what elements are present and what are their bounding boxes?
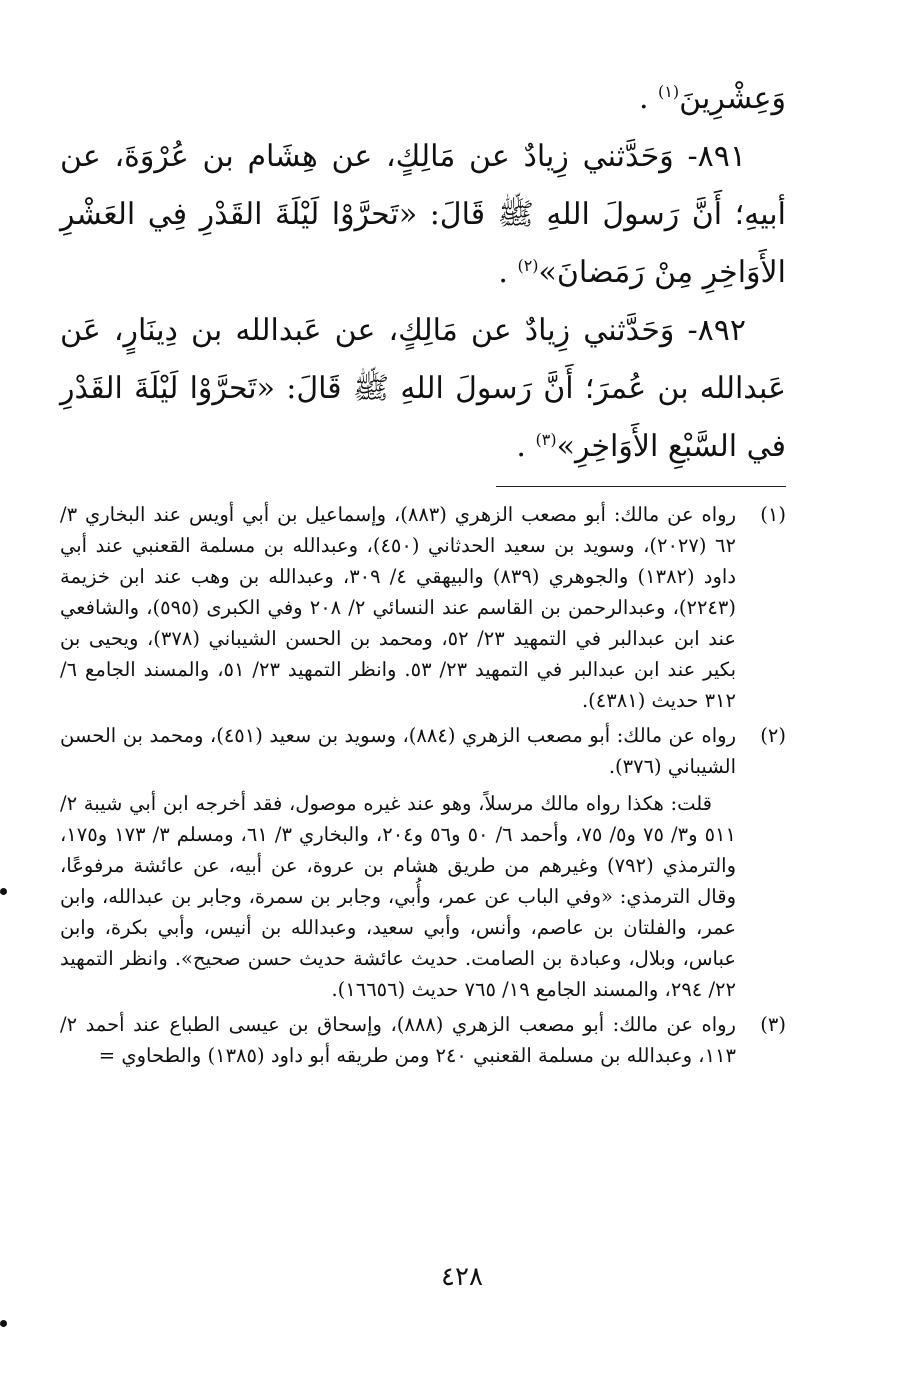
hadith-891-number: ٨٩١- xyxy=(673,139,746,174)
footnote-ref-2: (٢) xyxy=(517,256,539,275)
hadith-891-end: . xyxy=(498,255,518,290)
footnote-3 xyxy=(60,1009,786,1071)
scan-speck xyxy=(0,888,7,895)
footnote-2-text: رواه عن مالك: أبو مصعب الزهري (٨٨٤)، وسويد بن سعيد (٤٥١)، ومحمد بن الحسن الشيباني (٣٧٦). xyxy=(60,724,736,778)
book-page xyxy=(60,70,786,1340)
footnote-1 xyxy=(60,499,786,716)
continued-paragraph xyxy=(60,70,786,128)
hadith-891-text: وَحَدَّثني زِيادٌ عن مَالِكٍ، عن هِشَام بن عُرْوَةَ، عن أبيهِ؛ أَنَّ رَسولَ اللهِ ﷺ قَالَ: «تَحرَّوْا لَيْلَةَ القَدْرِ فِي العَشْرِ الأَوَاخِرِ مِنْ رَمَضانَ» xyxy=(60,139,786,290)
footnote-ref-1: (١) xyxy=(658,82,680,101)
footnote-2 xyxy=(60,720,786,1005)
hadith-892 xyxy=(60,302,786,476)
hadith-892-end: . xyxy=(516,429,536,464)
footnote-2-comment: قلت: هكذا رواه مالك مرسلاً، وهو عند غيره موصول، فقد أخرجه ابن أبي شيبة ٢/ ٥١١ و٣/ ٧٥ و٥/ ٧٥، وأحمد ٦/ ٥٠ و٥٦ و٢٠٤، والبخاري ٣/ ٦١، ومسلم ٣/ ١٧٣ و١٧٥، والترمذي (٧٩٢) وغيرهم من طريق هشام بن عروة، عن أبيه، عن عائشة مرفوعًا، وقال الترمذي: «وفي الباب عن عمر، وأُبي، وجابر بن سمرة، وجابر بن عبدالله، وابن عمر، والفلتان بن عاصم، وأنس، وأبي سعيد، وعبدالله بن أنيس، وأبي بكرة، وابن عباس، وبلال، وعبادة بن الصامت. حديث عائشة حديث حسن صحيح». وانظر التمهيد ٢٢/ ٢٩٤، والمسند الجامع ١٩/ ٧٦٥ حديث (١٦٦٥٦). xyxy=(60,792,736,1001)
main-text xyxy=(60,70,786,476)
scan-speck xyxy=(0,1320,7,1327)
hadith-892-text: وَحَدَّثني زِيادٌ عن مَالِكٍ، عن عَبدالله بن دِينَارٍ، عَن عَبدالله بن عُمرَ؛ أَنَّ رَسولَ اللهِ ﷺ قَالَ: «تَحرَّوْا لَيْلَةَ القَدْرِ في السَّبْعِ الأَوَاخِرِ» xyxy=(60,313,786,464)
footnote-1-number: (١) xyxy=(760,503,786,526)
page-number: ٤٢٨ xyxy=(441,1262,483,1292)
footnotes xyxy=(60,499,786,1071)
hadith-891 xyxy=(60,128,786,302)
footnote-2-number: (٢) xyxy=(760,724,786,747)
continued-text: وَعِشْرِينَ xyxy=(679,81,786,116)
footnote-ref-3: (٣) xyxy=(535,430,557,449)
footnote-separator xyxy=(496,486,786,487)
footnote-3-text: رواه عن مالك: أبو مصعب الزهري (٨٨٨)، وإسحاق بن عيسى الطباع عند أحمد ٢/ ١١٣، وعبدالله بن مسلمة القعنبي ٢٤٠ ومن طريقه أبو داود (١٣٨٥) والطحاوي = xyxy=(60,1013,736,1067)
footnote-1-text: رواه عن مالك: أبو مصعب الزهري (٨٨٣)، وإسماعيل بن أبي أويس عند البخاري ٣/ ٦٢ (٢٠٢٧)، وسويد بن سعيد الحدثاني (٤٥٠)، وعبدالله بن مسلمة القعنبي عند أبي داود (١٣٨٢) والجوهري (٨٣٩) والبيهقي ٤/ ٣٠٩، وعبدالله بن وهب عند ابن خزيمة (٢٢٤٣)، وعبدالرحمن بن القاسم عند النسائي ٢/ ٢٠٨ وفي الكبرى (٥٩٥)، والشافعي عند ابن عبدالبر في التمهيد ٢٣/ ٥٢، ومحمد بن الحسن الشيباني (٣٧٨)، ويحيى بن بكير عند ابن عبدالبر في التمهيد ٢٣/ ٥٣. وانظر التمهيد ٢٣/ ٥١، والمسند الجامع ٦/ ٣١٢ حديث (٤٣٨١). xyxy=(60,503,737,712)
continued-end: . xyxy=(638,81,659,116)
footnote-3-number: (٣) xyxy=(760,1013,786,1036)
hadith-892-number: ٨٩٢- xyxy=(674,313,746,348)
